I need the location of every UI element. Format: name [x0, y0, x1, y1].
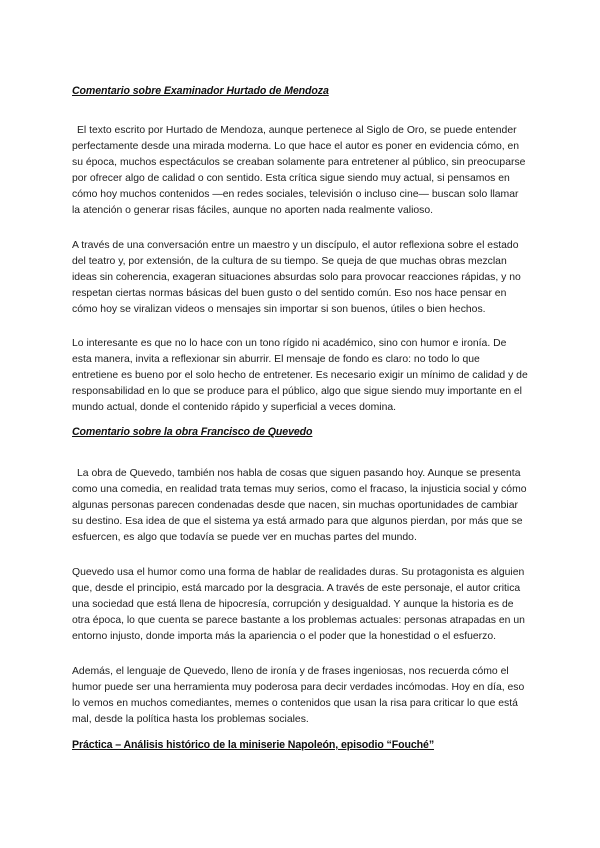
paragraph: El texto escrito por Hurtado de Mendoza, aunque pertenece al Siglo de Oro, se puede entender perfectamente desde una mirada moderna. Lo que hace el autor es poner en evidencia cómo, en su época, muchos espectáculos se creaban solamente para entretener al público, sin preocuparse por ofrecer algo de calidad o con sentido. Esta crítica sigue siendo muy actual, si pensamos en cómo hoy muchos contenidos —en redes sociales, televisión o incluso cine— buscan solo llamar la atención o generar risas fáciles, aunque no aporten nada realmente valioso. [72, 125, 526, 216]
section-heading-quevedo: Comentario sobre la obra Francisco de Quevedo [72, 426, 313, 438]
paragraph: Además, el lenguaje de Quevedo, lleno de ironía y de frases ingeniosas, nos recuerda cómo el humor puede ser una herramienta muy poderosa para decir verdades incómodas. Hoy en día, eso lo vemos en muchos comediantes, memes o contenidos que usan la risa para criticar lo que está mal, desde la política hasta los problemas sociales. [72, 666, 525, 725]
paragraph: Quevedo usa el humor como una forma de hablar de realidades duras. Su protagonista es alguien que, desde el principio, está marcado por la desgracia. A través de este personaje, el autor critica una sociedad que está llena de hipocresía, corrupción y desigualdad. Y aunque la historia es de otra época, lo que cuenta se parece bastante a los problemas actuales: personas atrapadas en un entorno injusto, donde importa más la apariencia o el poder que la honestidad o el esfuerzo. [72, 567, 525, 642]
paragraph: Lo interesante es que no lo hace con un tono rígido ni académico, sino con humor e ironía. De esta manera, invita a reflexionar sin aburrir. El mensaje de fondo es claro: no todo lo que entretiene es bueno por el solo hecho de entretener. Es necesario exigir un mínimo de calidad y de responsabilidad en lo que se produce para el público, algo que sigue siendo muy importante en el mundo actual, donde el contenido rápido y superficial a veces domina. [72, 338, 528, 413]
section-heading-hurtado: Comentario sobre Examinador Hurtado de Mendoza [72, 85, 329, 97]
paragraph: La obra de Quevedo, también nos habla de cosas que siguen pasando hoy. Aunque se presenta como una comedia, en realidad trata temas muy serios, como el fracaso, la injusticia social y cómo algunas personas parecen condenadas desde que nacen, sin muchas oportunidades de cambiar su destino. Esa idea de que el sistema ya está armado para que algunos pierdan, por más que se esfuercen, es algo que todavía se puede ver en muchas partes del mundo. [72, 468, 527, 543]
section-heading-napoleon: Práctica – Análisis histórico de la miniserie Napoleón, episodio “Fouché” [72, 739, 435, 751]
paragraph: A través de una conversación entre un maestro y un discípulo, el autor reflexiona sobre el estado del teatro y, por extensión, de la cultura de su tiempo. Se queja de que muchas obras mezclan ideas sin coherencia, exageran situaciones absurdas solo para provocar reacciones rápidas, y no respetan ciertas normas básicas del buen gusto o del sentido común. Eso nos hace pensar en cómo hoy se viralizan videos o mensajes sin importar si son buenos, útiles o bien hechos. [72, 240, 521, 315]
